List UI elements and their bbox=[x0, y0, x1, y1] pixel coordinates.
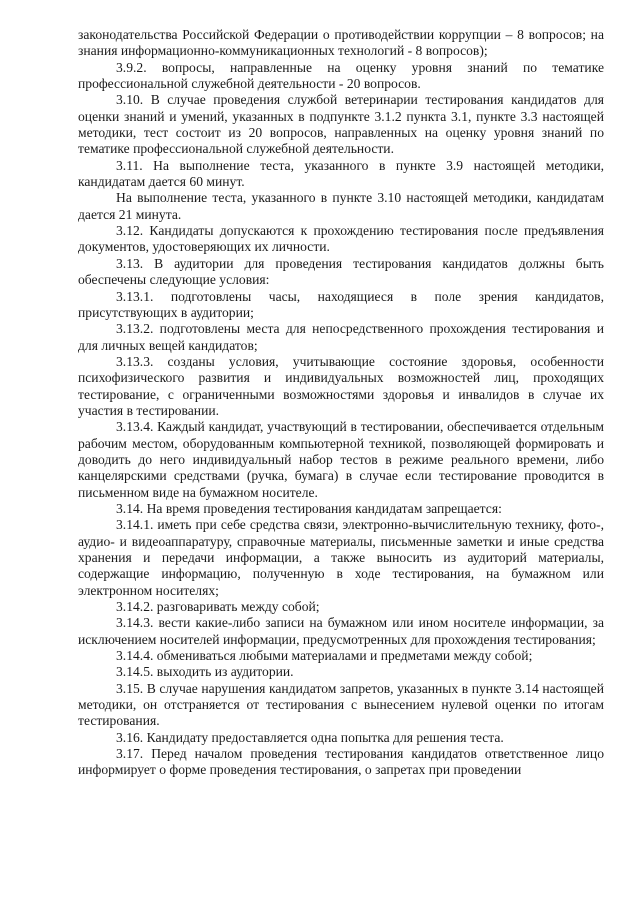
paragraph: 3.14. На время проведения тестирования кандидатам запрещается: bbox=[116, 500, 502, 516]
paragraph: 3.14.2. разговаривать между собой; bbox=[116, 599, 320, 615]
paragraph: 3.13.3. созданы условия, учитывающие состояние здоровья, особенности психофизического развития и индивидуальных возможностей лиц, проходящих тестирование, с ограниченными возможностями здоровья и инвалидов в случае их участия в тестировании. bbox=[78, 353, 604, 418]
paragraph: 3.10. В случае проведения службой ветеринарии тестирования кандидатов для оценки знаний и умений, указанных в подпункте 3.1.2 пункта 3.1, пункте 3.3 настоящей методики, тест состоит из 20 вопросов, направленных на оценку уровня знаний по тематике профессиональной служебной деятельности. bbox=[78, 92, 604, 157]
paragraph: законодательства Российской Федерации о противодействии коррупции – 8 вопросов; на знания информационно-коммуникационных технологий - 8 вопросов); bbox=[78, 27, 604, 59]
paragraph: 3.17. Перед началом проведения тестирования кандидатов ответственное лицо информирует о форме проведения тестирования, о запретах при проведении bbox=[78, 746, 604, 778]
paragraph: 3.14.4. обмениваться любыми материалами и предметами между собой; bbox=[116, 648, 533, 664]
paragraph: 3.11. На выполнение теста, указанного в пункте 3.9 настоящей методики, кандидатам дается 60 минут. bbox=[78, 157, 604, 190]
paragraph: 3.15. В случае нарушения кандидатом запретов, указанных в пункте 3.14 настоящей методики, он отстраняется от тестирования с вынесением нулевой оценки по итогам тестирования. bbox=[78, 680, 604, 729]
paragraph: 3.13.4. Каждый кандидат, участвующий в тестировании, обеспечивается отдельным рабочим местом, оборудованным компьютерной техникой, позволяющей формировать и доводить до него индивидуальный набор тестов в режиме реального времени, либо канцелярскими средствами (ручка, бумага) в случае если тестирование проводится в письменном виде на бумажном носителе. bbox=[78, 419, 604, 500]
paragraph: 3.13.1. подготовлены часы, находящиеся в поле зрения кандидатов, присутствующих в аудитории; bbox=[78, 288, 604, 320]
document-body bbox=[78, 27, 604, 779]
paragraph: На выполнение теста, указанного в пункте 3.10 настоящей методики, кандидатам дается 21 минута. bbox=[78, 190, 604, 222]
paragraph: 3.16. Кандидату предоставляется одна попытка для решения теста. bbox=[116, 729, 504, 745]
paragraph: 3.14.5. выходить из аудитории. bbox=[116, 664, 294, 680]
paragraph: 3.14.1. иметь при себе средства связи, электронно-вычислительную технику, фото-, аудио- и видеоаппаратуру, справочные материалы, письменные заметки и иные средства хранения и передачи информации, а также выносить из аудиторий материалы, содержащие информацию, полученную в ходе тестирования, на бумажном или электронном носителях; bbox=[78, 517, 604, 598]
paragraph: 3.14.3. вести какие-либо записи на бумажном или ином носителе информации, за исключением носителей информации, предусмотренных для прохождения тестирования; bbox=[78, 615, 604, 647]
paragraph: 3.9.2. вопросы, направленные на оценку уровня знаний по тематике профессиональной служебной деятельности - 20 вопросов. bbox=[78, 59, 604, 92]
paragraph: 3.13.2. подготовлены места для непосредственного прохождения тестирования и для личных вещей кандидатов; bbox=[78, 321, 604, 353]
paragraph: 3.12. Кандидаты допускаются к прохождению тестирования после предъявления документов, удостоверяющих их личности. bbox=[78, 223, 604, 255]
paragraph: 3.13. В аудитории для проведения тестирования кандидатов должны быть обеспечены следующие условия: bbox=[78, 255, 604, 288]
